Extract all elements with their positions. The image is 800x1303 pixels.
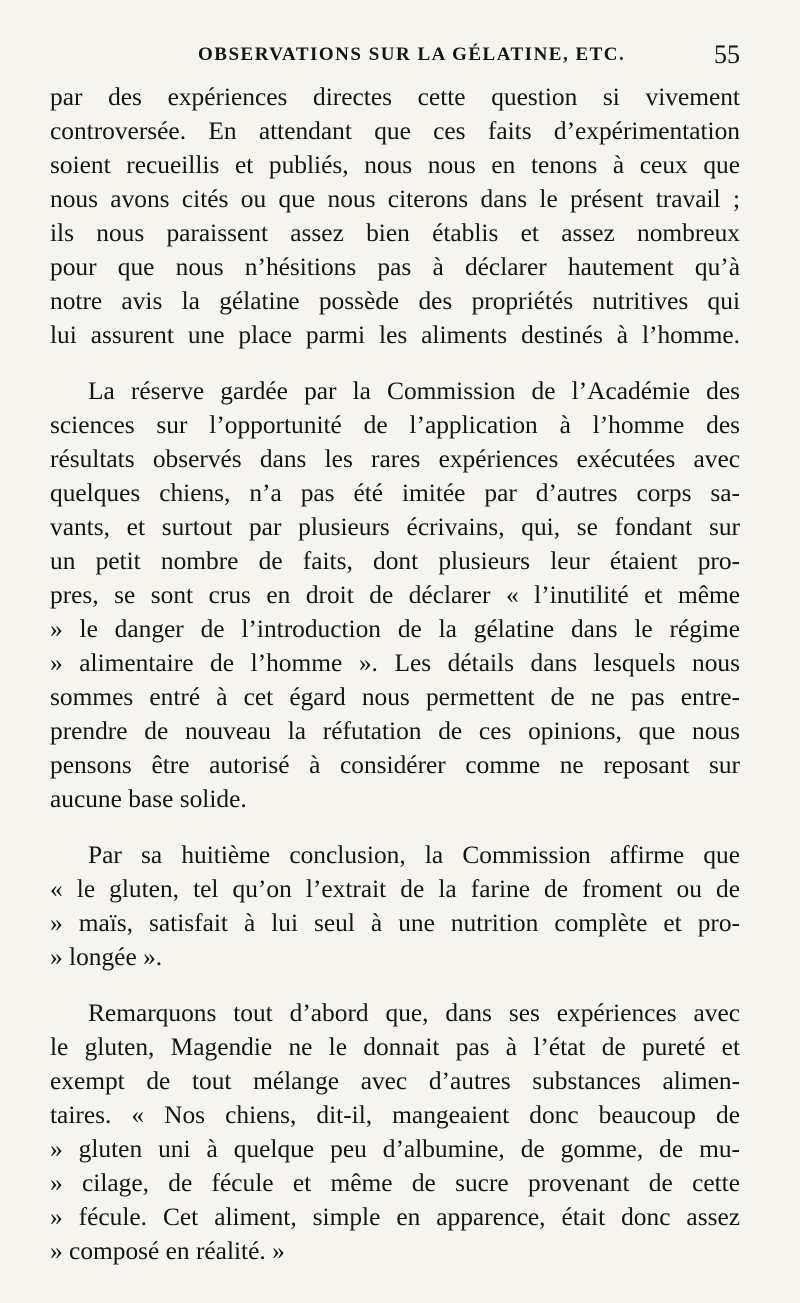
text-line: Remarquons tout d’abord que, dans ses expériences avec — [88, 999, 740, 1027]
text-line: La réserve gardée par la Commission de l’Académie des — [88, 377, 740, 405]
text-line: pour que nous n’hésitions pas à déclarer hautement qu’à — [50, 253, 740, 281]
text-line: Par sa huitième conclusion, la Commission affirme que — [88, 841, 740, 869]
text-line: pres, se sont crus en droit de déclarer « l’inutilité et même — [50, 581, 740, 609]
text-line: ils nous paraissent assez bien établis et assez nombreux — [50, 219, 740, 247]
paragraph-1 — [50, 80, 740, 352]
text-line: » longée ». — [50, 943, 163, 971]
text-line: exempt de tout mélange avec d’autres substances alimen- — [50, 1067, 740, 1095]
paragraph-3 — [50, 838, 740, 974]
paragraph-2 — [50, 374, 740, 816]
text-line: soient recueillis et publiés, nous nous en tenons à ceux que — [50, 151, 740, 179]
text-line: le gluten, Magendie ne le donnait pas à l’état de pureté et — [50, 1033, 740, 1061]
text-line: aucune base solide. — [50, 785, 247, 813]
text-line: sciences sur l’opportunité de l’application à l’homme des — [50, 411, 740, 439]
text-line: lui assurent une place parmi les aliments destinés à l’homme. — [50, 321, 740, 349]
text-line: sommes entré à cet égard nous permettent de ne pas entre- — [50, 683, 740, 711]
text-line: » alimentaire de l’homme ». Les détails dans lesquels nous — [50, 649, 740, 677]
text-line: controversée. En attendant que ces faits d’expérimentation — [50, 117, 740, 145]
paragraph-4 — [50, 996, 740, 1268]
text-line: pensons être autorisé à considérer comme ne reposant sur — [50, 751, 740, 779]
text-line: par des expériences directes cette question si vivement — [50, 83, 740, 111]
text-line: notre avis la gélatine possède des propriétés nutritives qui — [50, 287, 740, 315]
text-line: » fécule. Cet aliment, simple en apparence, était donc assez — [50, 1203, 740, 1231]
text-line: prendre de nouveau la réfutation de ces opinions, que nous — [50, 717, 740, 745]
text-line: taires. « Nos chiens, dit-il, mangeaient donc beaucoup de — [50, 1101, 740, 1129]
text-line: « le gluten, tel qu’on l’extrait de la farine de froment ou de — [50, 875, 740, 903]
body-text — [50, 80, 740, 1268]
text-line: nous avons cités ou que nous citerons dans le présent travail ; — [50, 185, 740, 213]
text-line: vants, et surtout par plusieurs écrivains, qui, se fondant sur — [50, 513, 740, 541]
text-line: » composé en réalité. » — [50, 1237, 285, 1265]
text-line: » le danger de l’introduction de la gélatine dans le régime — [50, 615, 740, 643]
text-line: résultats observés dans les rares expériences exécutées avec — [50, 445, 740, 473]
text-line: un petit nombre de faits, dont plusieurs leur étaient pro- — [50, 547, 740, 575]
page-number: 55 — [714, 40, 740, 69]
page-header — [50, 40, 740, 80]
text-line: » gluten uni à quelque peu d’albumine, de gomme, de mu- — [50, 1135, 740, 1163]
text-line: quelques chiens, n’a pas été imitée par d’autres corps sa- — [50, 479, 740, 507]
running-head: OBSERVATIONS SUR LA GÉLATINE, ETC. — [198, 44, 626, 65]
text-line: » cilage, de fécule et même de sucre provenant de cette — [50, 1169, 740, 1197]
text-line: » maïs, satisfait à lui seul à une nutrition complète et pro- — [50, 909, 740, 937]
